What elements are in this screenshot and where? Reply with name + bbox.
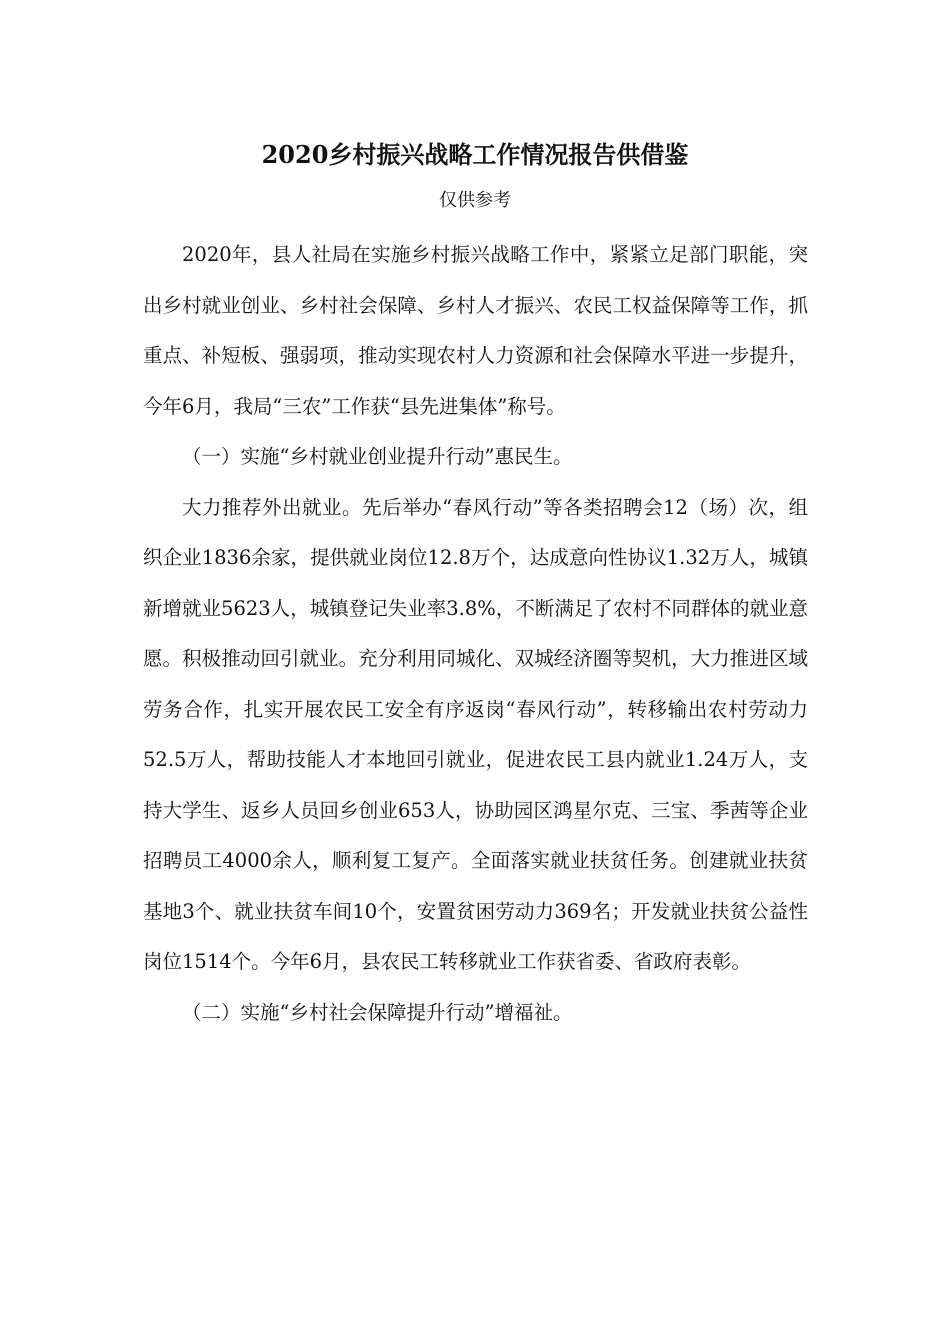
paragraph-intro: 2020年，县人社局在实施乡村振兴战略工作中，紧紧立足部门职能，突出乡村就业创业、乡村社会保障、乡村人才振兴、农民工权益保障等工作，抓重点、补短板、强弱项，推动实现农村人力资源和社会保障水平进一步提升，今年6月，我局“三农”工作获“县先进集体”称号。: [143, 243, 808, 418]
section-heading-2: （二）实施“乡村社会保障提升行动”增福祉。: [182, 1000, 573, 1024]
document-subtitle: 仅供参考: [439, 190, 511, 211]
document-body: [143, 230, 808, 1038]
document-title: 2020乡村振兴战略工作情况报告供借鉴: [261, 140, 689, 169]
paragraph-employment: 大力推荐外出就业。先后举办“春风行动”等各类招聘会12（场）次，组织企业1836余家，提供就业岗位12.8万个，达成意向性协议1.32万人，城镇新增就业5623人，城镇登记失业率3.8%，不断满足了农村不同群体的就业意愿。积极推动回引就业。充分利用同城化、双城经济圈等契机，大力推进区域劳务合作，扎实开展农民工安全有序返岗“春风行动”，转移输出农村劳动力52.5万人，帮助技能人才本地回引就业，促进农民工县内就业1.24万人，支持大学生、返乡人员回乡创业653人，协助园区鸿星尔克、三宝、季茜等企业招聘员工4000余人，顺利复工复产。全面落实就业扶贫任务。创建就业扶贫基地3个、就业扶贫车间10个，安置贫困劳动力369名；开发就业扶贫公益性岗位1514个。今年6月，县农民工转移就业工作获省委、省政府表彰。: [143, 495, 808, 973]
section-heading-1: （一）实施“乡村就业创业提升行动”惠民生。: [182, 445, 573, 468]
